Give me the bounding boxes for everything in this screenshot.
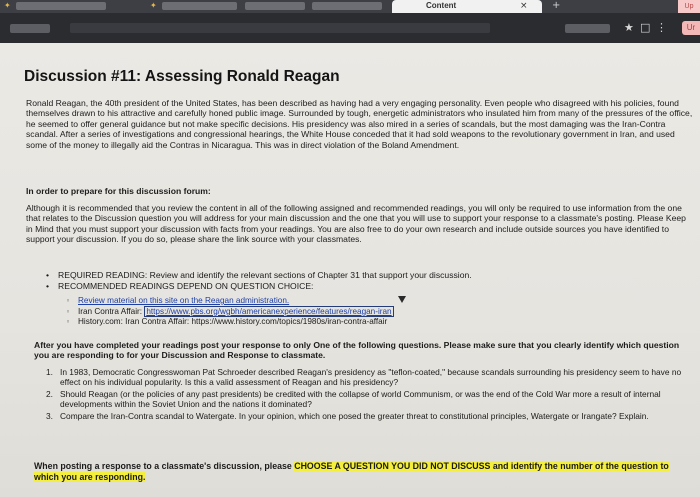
list-item xyxy=(66,296,394,307)
recommended-readings-list xyxy=(66,296,394,328)
tab-favicon-icon: ✦ xyxy=(4,1,11,10)
iran-contra-label: Iran Contra Affair: xyxy=(78,306,143,316)
menu-dots-icon[interactable]: ⋮ xyxy=(656,21,667,34)
mouse-cursor-icon xyxy=(398,296,406,303)
question-number: 2. xyxy=(46,388,53,399)
extension-blurred[interactable] xyxy=(565,24,610,33)
tab-title-blurred[interactable] xyxy=(162,2,237,10)
window-icon[interactable]: □ xyxy=(640,21,651,34)
browser-toolbar xyxy=(0,13,700,43)
question-text: In 1983, Democratic Congresswoman Pat Schroeder described Reagan's presidency as "teflon-coated," because scandals surrounding his presidency seem to have no effect on his individual popularity. Is this a valid assessment of Reagan and his presidency? xyxy=(60,367,682,388)
reagan-admin-link[interactable]: Review material on this site on the Reagan administration. xyxy=(78,296,290,305)
readings-list xyxy=(46,270,472,292)
question-item xyxy=(46,367,686,388)
highlighted-instruction: CHOOSE A QUESTION YOU DID NOT DISCUSS and identify the number of the question to which you are responding. xyxy=(34,461,669,482)
response-instructions xyxy=(34,461,694,483)
question-number: 3. xyxy=(46,410,53,421)
document-page xyxy=(0,43,700,497)
new-tab-icon[interactable]: + xyxy=(552,0,561,11)
star-icon[interactable]: ★ xyxy=(624,21,634,34)
iran-contra-link[interactable]: https://www.pbs.org/wgbh/americanexperience/features/reagan-iran xyxy=(146,306,392,316)
address-bar[interactable] xyxy=(70,23,490,33)
list-item xyxy=(66,317,394,328)
tab-title-blurred[interactable] xyxy=(245,2,305,10)
history-link[interactable]: Iran Contra Affair: https://www.history.com/topics/1980s/iran-contra-affair xyxy=(125,317,388,327)
instructions-paragraph: After you have completed your readings post your response to only One of the following questions. Please make sure that you clearly identify which question you are responding to for your Discussion and Response to classmate. xyxy=(34,340,680,361)
tab-favicon-icon: ✦ xyxy=(150,1,157,10)
tab-title-blurred[interactable] xyxy=(16,2,106,10)
list-item: • RECOMMENDED READINGS DEPEND ON QUESTION CHOICE: xyxy=(46,281,472,292)
tab-bar-badge[interactable]: Up xyxy=(678,0,700,13)
active-tab-title: Content xyxy=(426,1,457,10)
nav-buttons-blurred[interactable] xyxy=(10,24,50,33)
close-tab-icon[interactable]: × xyxy=(520,1,528,11)
prepare-paragraph: Although it is recommended that you review the content in all of the following assigned and recommended readings, you will only be required to use information from the one that relates to the Discussion question you will address for your main discussion and the one that you will use to support your response to a classmate's posting. Please Keep in Mind that you must support your discussion with facts from your readings. You are also free to do your own research and include outside sources you have identified to support your discussion. If you do so, please share the link source with your classmates. xyxy=(26,203,686,245)
page-title: Discussion #11: Assessing Ronald Reagan xyxy=(24,68,340,85)
tab-title-blurred[interactable] xyxy=(312,2,382,10)
intro-paragraph: Ronald Reagan, the 40th president of the United States, has been described as having had a very engaging personality. Even people who disagreed with his policies, found themselves drawn to his attractive and carefully honed public image. Surrounded by tough, energetic administrators who insulated him from many of the pressures of the office, he seemed to offer general guidance but not make specific decisions. His presidency was also mired in a series of scandals, but the most damaging was the Iran-Contra scandal. After a series of investigations and congressional hearings, the White House conceded that it had sold weapons to the revolutionary government in Iran, and used some of the money to illegally aid the Contras in Nicaragua. This was in direct violation of the Boland Amendment. xyxy=(26,98,693,150)
questions-list xyxy=(46,367,686,422)
question-item xyxy=(46,389,686,410)
active-tab[interactable] xyxy=(392,0,542,13)
question-text: Should Reagan (or the policies of any past presidents) be credited with the collapse of world Communism, or was the end of the Cold War more a result of internal developments within the Soviet Union and the nations it dominated? xyxy=(60,388,661,410)
profile-button[interactable]: Ur xyxy=(682,21,700,35)
browser-tab-bar xyxy=(0,0,700,13)
response-instructions-text: When posting a response to a classmate's discussion, please xyxy=(34,461,295,471)
list-item xyxy=(66,307,394,318)
prepare-heading: In order to prepare for this discussion forum: xyxy=(26,186,211,196)
question-number: 1. xyxy=(46,367,53,377)
list-item: • REQUIRED READING: Review and identify the relevant sections of Chapter 31 that support your discussion. xyxy=(46,270,472,281)
history-label: History.com: xyxy=(78,317,123,327)
question-item xyxy=(46,411,686,421)
question-text: Compare the Iran-Contra scandal to Watergate. In your opinion, which one posed the greater threat to constitutional principles, Watergate or Irangate? Explain. xyxy=(60,410,649,421)
